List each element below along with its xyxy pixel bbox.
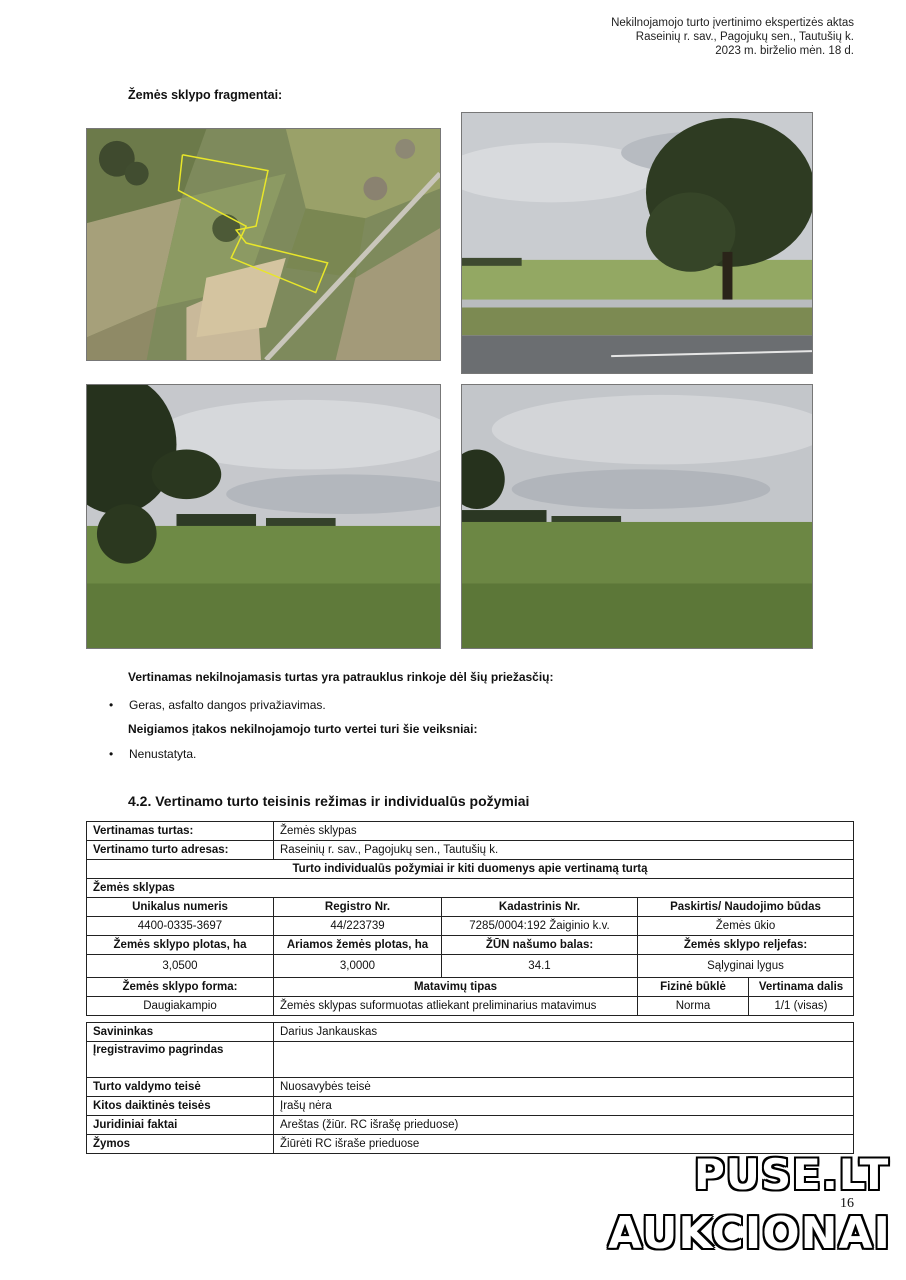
aerial-map-photo [86, 128, 441, 361]
table-row [87, 860, 854, 879]
table-row [87, 997, 854, 1016]
value-cell: Įrašų nėra [274, 1097, 854, 1116]
header-cell: Vertinama dalis [749, 978, 854, 997]
label-cell: Įregistravimo pagrindas [87, 1042, 274, 1078]
negative-factor-text: Nenustatyta. [129, 747, 197, 761]
label-cell: Juridiniai faktai [87, 1116, 274, 1135]
negative-heading: Neigiamos įtakos nekilnojamojo turto vertei turi šie veiksniai: [128, 722, 478, 736]
positive-factor-text: Geras, asfalto dangos privažiavimas. [129, 698, 326, 712]
table-row [87, 936, 854, 955]
table-row [87, 1042, 854, 1078]
value-cell: 4400-0335-3697 [87, 917, 274, 936]
value-cell: Nuosavybės teisė [274, 1078, 854, 1097]
document-header [611, 16, 854, 58]
header-line-address: Raseinių r. sav., Pagojukų sen., Tautušių k. [635, 31, 854, 43]
table-row [87, 955, 854, 978]
label-cell: Vertinamas turtas: [87, 822, 274, 841]
value-cell: Sąlyginai lygus [638, 955, 854, 978]
table-row [87, 1016, 854, 1023]
value-cell: Žiūrėti RC išraše prieduose [274, 1135, 854, 1154]
watermark-line2: AUKCIONAI [608, 1208, 891, 1259]
value-cell: Areštas (žiūr. RC išrašę prieduose) [274, 1116, 854, 1135]
table-row [87, 822, 854, 841]
table-row [87, 917, 854, 936]
label-cell: Žymos [87, 1135, 274, 1154]
value-cell: Raseinių r. sav., Pagojukų sen., Tautušių k. [274, 841, 854, 860]
table-row [87, 1097, 854, 1116]
table-row [87, 1116, 854, 1135]
label-cell: Turto valdymo teisė [87, 1078, 274, 1097]
section-heading-cell: Turto individualūs požymiai ir kiti duomenys apie vertinamą turtą [87, 860, 854, 879]
positive-factor-item [109, 698, 326, 712]
table-row [87, 879, 854, 898]
table-row [87, 898, 854, 917]
value-cell: 44/223739 [274, 917, 442, 936]
header-line-title: Nekilnojamojo turto įvertinimo ekspertizės aktas [611, 17, 854, 29]
label-cell: Kitos daiktinės teisės [87, 1097, 274, 1116]
value-cell: Žemės sklypas suformuotas atliekant preliminarius matavimus [274, 997, 638, 1016]
header-cell: Fizinė būklė [638, 978, 749, 997]
label-cell: Vertinamo turto adresas: [87, 841, 274, 860]
header-cell: Ariamos žemės plotas, ha [274, 936, 442, 955]
value-cell: 3,0000 [274, 955, 442, 978]
value-cell: Žemės ūkio [638, 917, 854, 936]
fragments-title: Žemės sklypo fragmentai: [128, 88, 283, 102]
negative-factor-item [109, 747, 197, 761]
header-cell: Registro Nr. [274, 898, 442, 917]
subsection-heading-cell: Žemės sklypas [87, 879, 854, 898]
header-cell: Unikalus numeris [87, 898, 274, 917]
header-cell: Žemės sklypo plotas, ha [87, 936, 274, 955]
bullet-icon: • [109, 747, 114, 761]
section-title: 4.2. Vertinamo turto teisinis režimas ir individualūs požymiai [128, 793, 530, 809]
value-cell: Darius Jankauskas [274, 1023, 854, 1042]
table-row [87, 1078, 854, 1097]
bullet-icon: • [109, 698, 114, 712]
header-cell: Žemės sklypo reljefas: [638, 936, 854, 955]
page-number: 16 [840, 1196, 854, 1211]
header-cell: Paskirtis/ Naudojimo būdas [638, 898, 854, 917]
value-cell [274, 1042, 854, 1078]
spacer-cell [87, 1016, 854, 1023]
table-row [87, 1023, 854, 1042]
header-line-date: 2023 m. birželio mėn. 18 d. [715, 45, 854, 57]
value-cell: 34.1 [442, 955, 638, 978]
label-cell: Savininkas [87, 1023, 274, 1042]
value-cell: 3,0500 [87, 955, 274, 978]
field-view-photo-left [86, 384, 441, 649]
header-cell: Kadastrinis Nr. [442, 898, 638, 917]
header-cell: ŽŪN našumo balas: [442, 936, 638, 955]
value-cell: Žemės sklypas [274, 822, 854, 841]
table-row [87, 978, 854, 997]
attractive-heading: Vertinamas nekilnojamasis turtas yra patrauklus rinkoje dėl šių priežasčių: [128, 670, 554, 684]
header-cell: Žemės sklypo forma: [87, 978, 274, 997]
value-cell: 7285/0004:192 Žaiginio k.v. [442, 917, 638, 936]
value-cell: Norma [638, 997, 749, 1016]
roadside-oak-photo [461, 112, 813, 374]
header-cell: Matavimų tipas [274, 978, 638, 997]
value-cell: Daugiakampio [87, 997, 274, 1016]
value-cell: 1/1 (visas) [749, 997, 854, 1016]
property-info-table [86, 821, 854, 1154]
field-view-photo-right [461, 384, 813, 649]
watermark-line1: PUSE.LT [694, 1150, 890, 1199]
table-row [87, 841, 854, 860]
